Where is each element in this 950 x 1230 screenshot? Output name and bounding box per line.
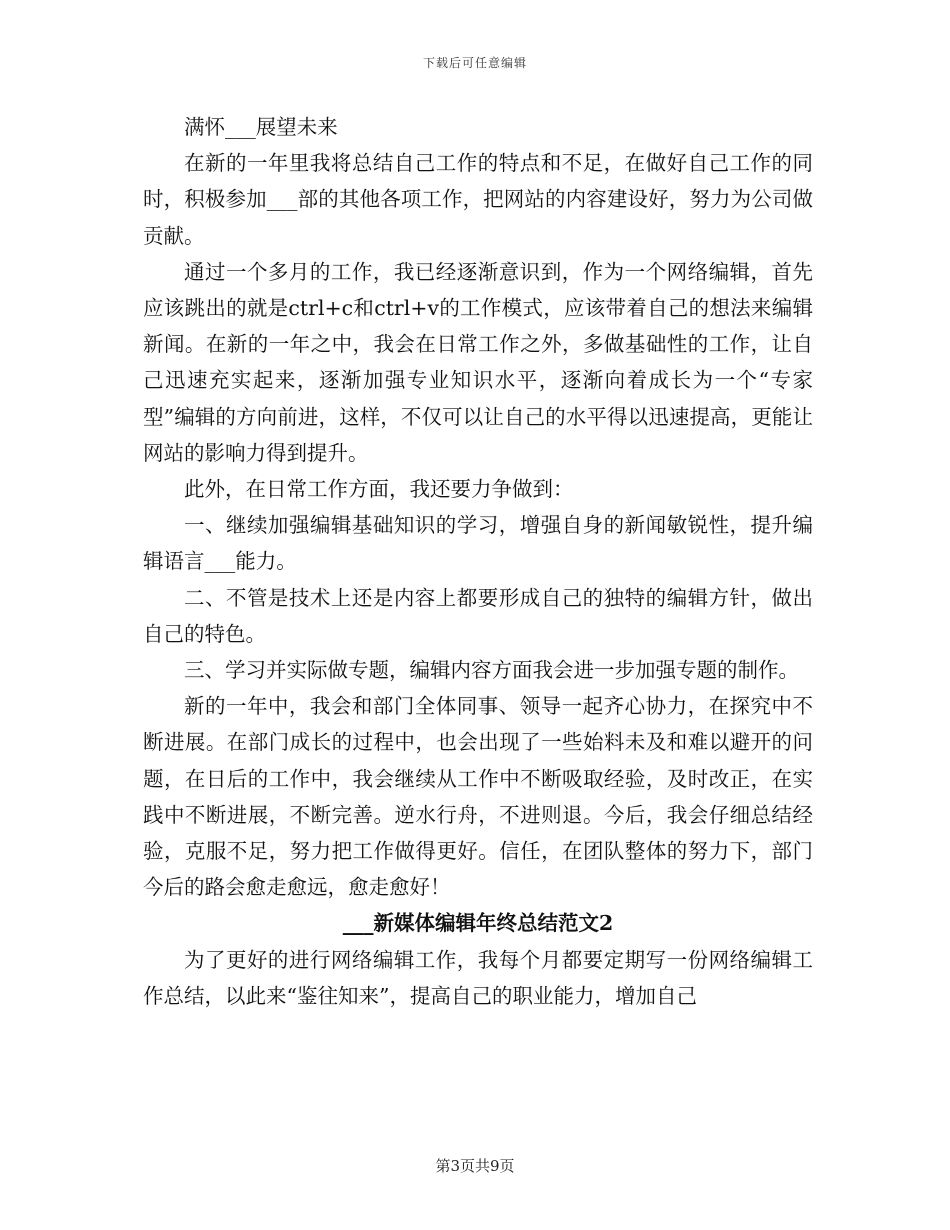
page-header: 下载后可任意编辑 <box>422 56 527 70</box>
paragraph: 二、不管是技术上还是内容上都要形成自己的独特的编辑方针，做出自己的特色。 <box>143 585 813 646</box>
paragraph: 此外，在日常工作方面，我还要力争做到： <box>184 477 574 502</box>
paragraph: 满怀___展望未来 <box>184 115 338 139</box>
page-number: 第3页共9页 <box>435 1157 515 1175</box>
paragraph: 一、继续加强编辑基础知识的学习，增强自身的新闻敏锐性，提升编辑语言___能力。 <box>143 513 813 574</box>
document-body <box>143 109 813 1014</box>
paragraph: 三、学习并实际做专题，编辑内容方面我会进一步加强专题的制作。 <box>184 658 799 683</box>
paragraph: 在新的一年里我将总结自己工作的特点和不足，在做好自己工作的同时，积极参加___部的其他各项工作，把网站的内容建设好，努力为公司做贡献。 <box>143 151 813 248</box>
section-title: ___新媒体编辑年终总结范文2 <box>342 911 614 936</box>
paragraph: 通过一个多月的工作，我已经逐渐意识到，作为一个网络编辑，首先应该跳出的就是ctrl+c和ctrl+v的工作模式，应该带着自己的想法来编辑新闻。在新的一年之中，我会在日常工作之外，多做基础性的工作，让自己迅速充实起来，逐渐加强专业知识水平，逐渐向着成长为一个“专家型”编辑的方向前进，这样，不仅可以让自己的水平得以迅速提高，更能让网站的影响力得到提升。 <box>143 259 813 465</box>
paragraph: 为了更好的进行网络编辑工作，我每个月都要定期写一份网络编辑工作总结，以此来“鉴往知来”，提高自己的职业能力，增加自己 <box>143 947 813 1008</box>
paragraph: 新的一年中，我会和部门全体同事、领导一起齐心协力，在探究中不断进展。在部门成长的过程中，也会出现了一些始料未及和难以避开的问题，在日后的工作中，我会继续从工作中不断吸取经验，及时改正，在实践中不断进展，不断完善。逆水行舟，不进则退。今后，我会仔细总结经验，克服不足，努力把工作做得更好。信任，在团队整体的努力下，部门今后的路会愈走愈远，愈走愈好！ <box>143 694 813 900</box>
